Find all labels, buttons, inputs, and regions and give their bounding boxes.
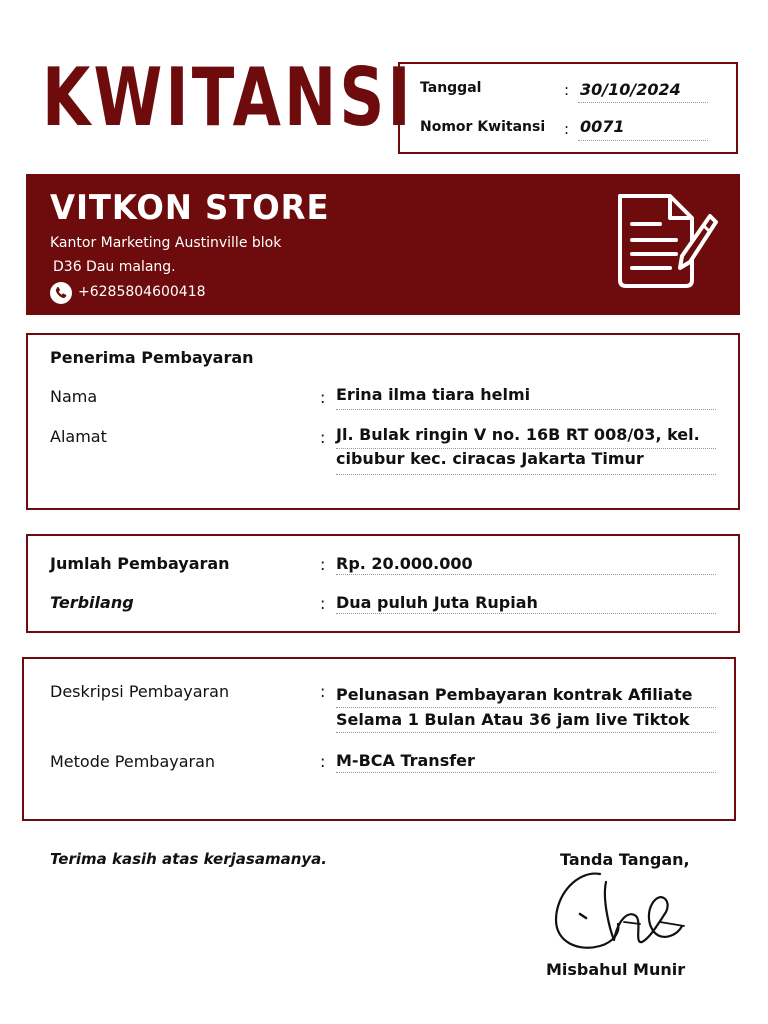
- amount-words-dotline: [336, 613, 716, 614]
- recipient-box: [26, 333, 740, 510]
- store-name: VITKON STORE: [50, 188, 330, 228]
- payment-method-dotline: [336, 772, 716, 773]
- payment-desc-dotline2: [336, 732, 716, 733]
- payment-desc-label: Deskripsi Pembayaran: [50, 682, 230, 701]
- date-label: Tanggal: [420, 80, 482, 96]
- receipt-number-dotline: [578, 140, 708, 141]
- payment-box: [22, 657, 736, 821]
- date-dotline: [578, 102, 708, 103]
- store-address-line1: Kantor Marketing Austinville blok: [50, 235, 282, 251]
- receipt-title: KWITANSI: [42, 51, 414, 144]
- address-colon: :: [320, 428, 326, 447]
- payment-desc-line2: Selama 1 Bulan Atau 36 jam live Tiktok: [336, 710, 690, 729]
- recipient-heading: Penerima Pembayaran: [50, 348, 254, 367]
- document-pen-icon: [610, 190, 722, 290]
- payment-method-label: Metode Pembayaran: [50, 752, 216, 771]
- store-address-line2: D36 Dau malang.: [53, 259, 176, 275]
- amount-dotline: [336, 574, 716, 575]
- signer-name: Misbahul Munir: [546, 960, 686, 979]
- amount-words-colon: :: [320, 594, 326, 613]
- amount-colon: :: [320, 555, 326, 574]
- amount-box: [26, 534, 740, 633]
- store-banner: [26, 174, 740, 315]
- amount-label: Jumlah Pembayaran: [50, 554, 230, 573]
- address-line2: cibubur kec. ciracas Jakarta Timur: [336, 449, 644, 468]
- name-label: Nama: [50, 387, 98, 406]
- store-phone: +6285804600418: [78, 284, 206, 300]
- name-value: Erina ilma tiara helmi: [336, 385, 531, 404]
- payment-method-colon: :: [320, 752, 326, 771]
- payment-method-value: M-BCA Transfer: [336, 751, 475, 770]
- amount-value: Rp. 20.000.000: [336, 554, 473, 573]
- receipt-number-value: 0071: [580, 117, 625, 136]
- payment-desc-colon: :: [320, 682, 326, 701]
- name-dotline: [336, 409, 716, 410]
- thanks-message: Terima kasih atas kerjasamanya.: [50, 850, 327, 868]
- date-colon: :: [564, 81, 570, 99]
- address-label: Alamat: [50, 427, 107, 446]
- address-dotline2: [336, 474, 716, 475]
- signature-label: Tanda Tangan,: [560, 850, 690, 869]
- receipt-meta-box: [398, 62, 738, 154]
- amount-words-value: Dua puluh Juta Rupiah: [336, 593, 538, 612]
- date-value: 30/10/2024: [580, 80, 681, 99]
- receipt-number-colon: :: [564, 120, 570, 138]
- address-line1: Jl. Bulak ringin V no. 16B RT 008/03, kel.: [336, 425, 700, 444]
- name-colon: :: [320, 388, 326, 407]
- phone-icon: [50, 282, 72, 304]
- payment-desc-dotline1: [336, 707, 716, 708]
- amount-words-label: Terbilang: [50, 593, 134, 612]
- payment-desc-line1: Pelunasan Pembayaran kontrak Afiliate: [336, 685, 693, 704]
- receipt-number-label: Nomor Kwitansi: [420, 119, 546, 135]
- signature-image: [548, 860, 688, 956]
